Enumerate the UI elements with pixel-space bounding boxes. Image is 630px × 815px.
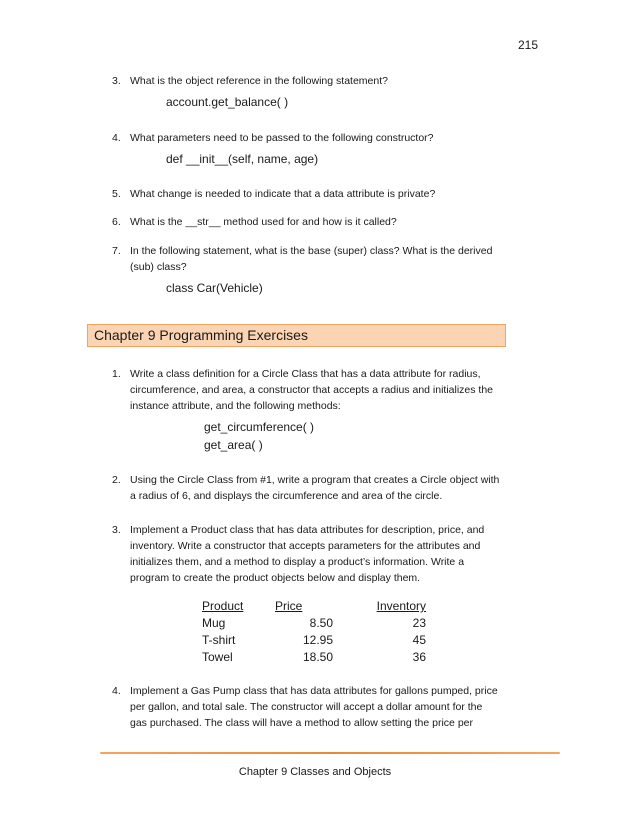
page-footer bbox=[0, 766, 630, 778]
exercise-text: Using the Circle Class from #1, write a program that creates a Circle object with a radius of 6, and displays the circumference and area of the circle. bbox=[130, 474, 500, 502]
exercise-number: 1. bbox=[112, 368, 121, 380]
review-question-7 bbox=[112, 243, 502, 275]
product-table bbox=[202, 598, 426, 666]
column-header: Product bbox=[202, 599, 244, 613]
column-header: Price bbox=[275, 599, 303, 613]
question-number: 5. bbox=[112, 188, 121, 200]
exercise-number: 2. bbox=[112, 474, 121, 486]
exercise-text: Write a class definition for a Circle Class that has a data attribute for radius, circumference, and area, a constructor that accepts a radius and initializes the instance attribute, and the following methods: bbox=[130, 368, 494, 412]
code-snippet: account.get_balance( ) bbox=[166, 95, 289, 109]
exercise-4 bbox=[112, 683, 502, 731]
question-number: 4. bbox=[112, 132, 121, 144]
question-text: What parameters need to be passed to the following constructor? bbox=[130, 132, 434, 144]
code-snippet: get_area( ) bbox=[204, 438, 263, 452]
exercise-2 bbox=[112, 472, 502, 504]
footer-divider bbox=[100, 752, 560, 754]
exercise-3 bbox=[112, 522, 502, 586]
code-snippet: get_circumference( ) bbox=[204, 420, 315, 434]
exercise-text: Implement a Gas Pump class that has data attributes for gallons pumped, price per gallon, and total sale. The constructor will accept a dollar amount for the gas purchased. The class will have a method to allow setting the price per bbox=[130, 685, 498, 729]
exercise-1 bbox=[112, 366, 502, 414]
table-cell: Towel bbox=[202, 650, 233, 664]
table-row bbox=[202, 649, 426, 666]
table-cell: 23 bbox=[412, 616, 426, 630]
exercise-text: Implement a Product class that has data attributes for description, price, and inventory. Write a constructor that accepts parameters for the attributes and initializes them, and a method to display a product’s information. Write a program to create the product objects below and display them. bbox=[130, 524, 485, 584]
review-question-6 bbox=[112, 214, 502, 230]
code-snippet: class Car(Vehicle) bbox=[166, 281, 263, 295]
question-text: In the following statement, what is the base (super) class? What is the derived (sub) class? bbox=[130, 245, 493, 273]
table-cell: 18.50 bbox=[302, 650, 333, 664]
table-row bbox=[202, 615, 426, 632]
table-cell: 12.95 bbox=[302, 633, 333, 647]
review-question-3 bbox=[112, 73, 502, 89]
exercise-number: 4. bbox=[112, 685, 121, 697]
review-question-5 bbox=[112, 186, 502, 202]
code-snippet: def __init__(self, name, age) bbox=[166, 152, 319, 166]
question-text: What is the object reference in the following statement? bbox=[130, 75, 388, 87]
table-cell: 36 bbox=[412, 650, 426, 664]
table-cell: Mug bbox=[202, 616, 226, 630]
page-number: 215 bbox=[517, 38, 538, 52]
footer-label: Chapter 9 Classes and Objects bbox=[238, 766, 392, 778]
table-cell: 8.50 bbox=[309, 616, 333, 630]
exercise-number: 3. bbox=[112, 524, 121, 536]
section-header: Chapter 9 Programming Exercises bbox=[87, 324, 506, 347]
table-header-row bbox=[202, 598, 426, 615]
question-number: 6. bbox=[112, 216, 121, 228]
column-header: Inventory bbox=[376, 599, 426, 613]
question-text: What is the __str__ method used for and how is it called? bbox=[130, 216, 397, 228]
table-row bbox=[202, 632, 426, 649]
table-cell: T-shirt bbox=[202, 633, 236, 647]
question-number: 7. bbox=[112, 245, 121, 257]
review-question-4 bbox=[112, 130, 502, 146]
question-number: 3. bbox=[112, 75, 121, 87]
question-text: What change is needed to indicate that a data attribute is private? bbox=[130, 188, 436, 200]
table-cell: 45 bbox=[412, 633, 426, 647]
